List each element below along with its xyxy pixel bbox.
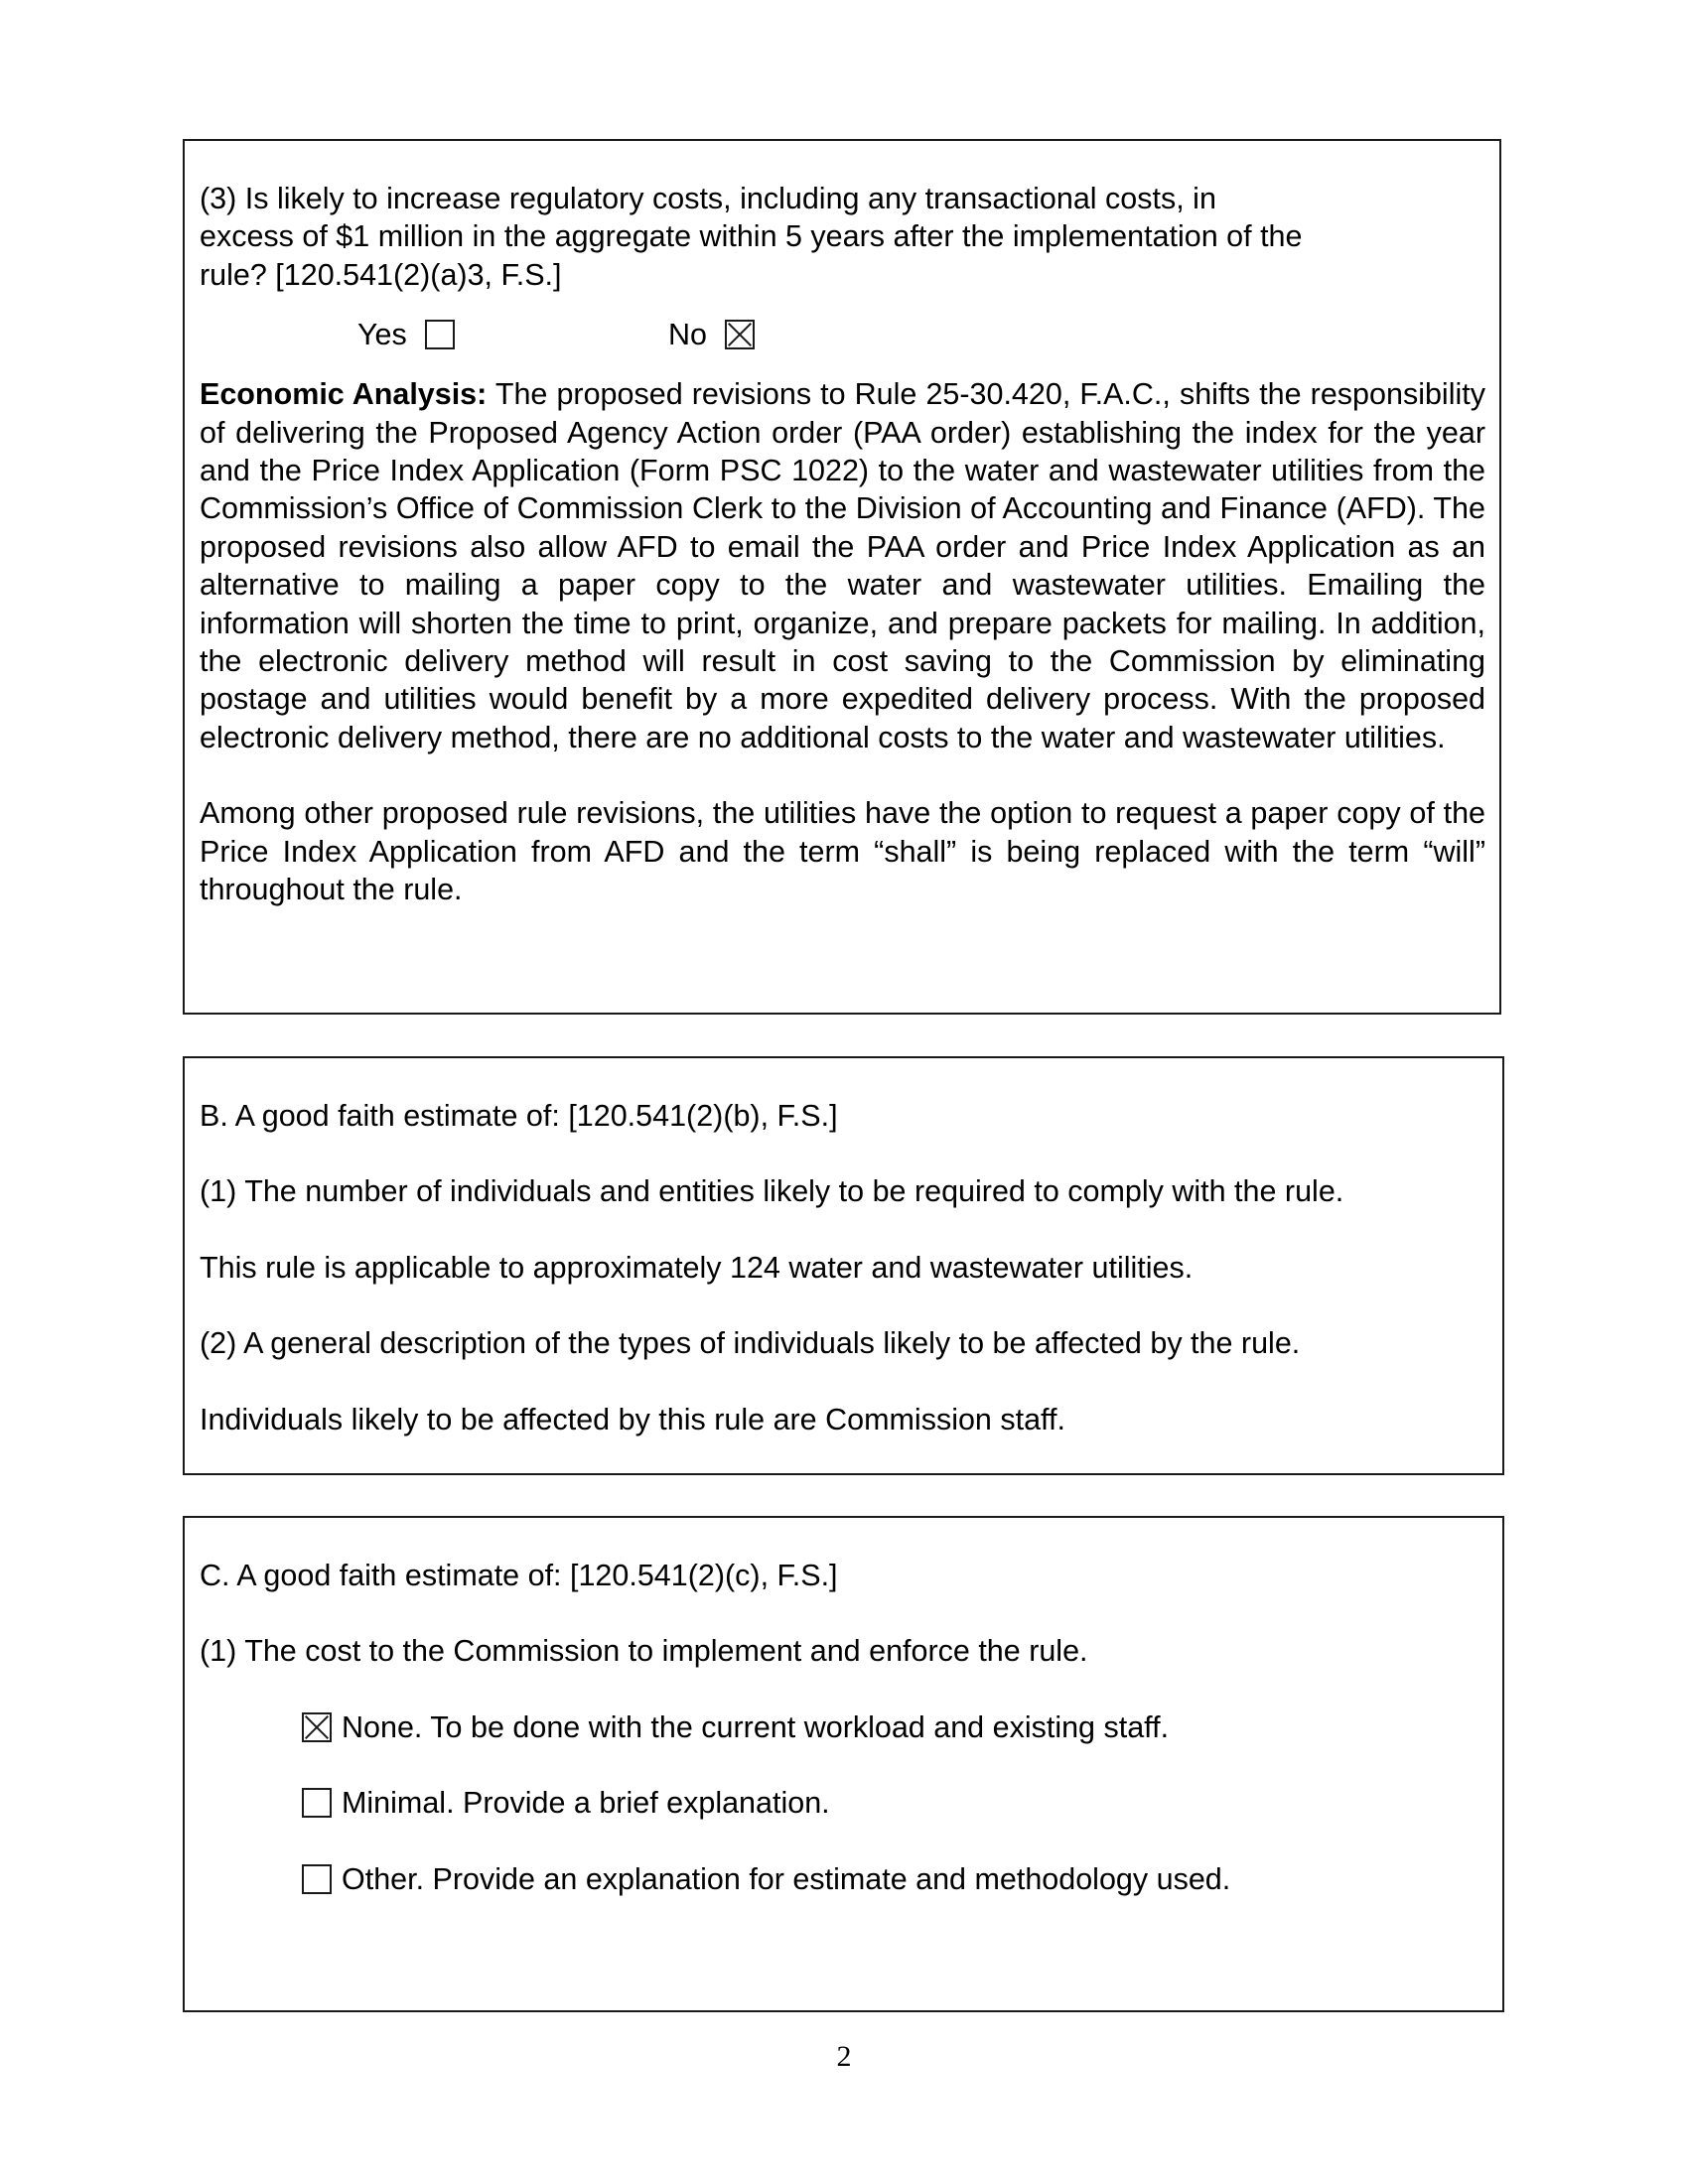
no-label: No [668, 318, 707, 352]
no-option [668, 316, 755, 353]
section-b-question-1: (1) The number of individuals and entities likely to be required to comply with the rule. [200, 1174, 1344, 1209]
section-c-heading: C. A good faith estimate of: [120.541(2)(c), F.S.] [200, 1559, 838, 1592]
section-a3-box [183, 139, 1501, 1015]
question-a3 [200, 180, 1485, 294]
question-line-2: excess of $1 million in the aggregate within 5 years after the implementation of the [200, 219, 1303, 254]
yes-checkbox[interactable] [425, 320, 455, 349]
cost-options [200, 1708, 1488, 1898]
option-none [302, 1708, 1488, 1746]
yes-label: Yes [357, 318, 407, 352]
other-revisions-text: Among other proposed rule revisions, the utilities have the option to request a paper copy of the Price Index Application from AFD and the term “shall” is being replaced with the term “will” throughout the rule. [200, 796, 1485, 907]
economic-analysis [200, 375, 1485, 756]
section-c-box [183, 1516, 1504, 2012]
section-b-heading: B. A good faith estimate of: [120.541(2)(b), F.S.] [200, 1099, 838, 1133]
no-checkbox[interactable] [725, 320, 755, 349]
option-minimal-label: Minimal. Provide a brief explanation. [342, 1786, 830, 1821]
other-checkbox[interactable] [302, 1864, 332, 1894]
page-number: 2 [836, 2040, 852, 2073]
economic-analysis-text: The proposed revisions to Rule 25-30.420, F.A.C., shifts the responsibility of delivering the Proposed Agency Action order (PAA order) establishing the index for the year and the Price Index Application (Form PSC 1022) to the water and wastewater utilities from the Commission’s Office of Commission Clerk to the Division of Accounting and Finance (AFD). The proposed revisions also allow AFD to email the PAA order and Price Index Application as an alternative to mailing a paper copy to the water and wastewater utilities. Emailing the information will shorten the time to print, organize, and prepare packets for mailing. In addition, the electronic delivery method will result in cost saving to the Commission by eliminating postage and utilities would benefit by a more expedited delivery process. With the proposed electronic delivery method, there are no additional costs to the water and wastewater utilities. [200, 377, 1485, 754]
option-none-label: None. To be done with the current workload and existing staff. [342, 1709, 1170, 1744]
option-minimal [302, 1784, 1488, 1822]
yes-option [357, 316, 455, 353]
section-b-answer-1: This rule is applicable to approximately 124 water and wastewater utilities. [200, 1250, 1194, 1285]
question-line-1: (3) Is likely to increase regulatory costs, including any transactional costs, in [200, 182, 1216, 215]
section-b-answer-2: Individuals likely to be affected by this rule are Commission staff. [200, 1402, 1065, 1436]
none-checkbox[interactable] [302, 1712, 332, 1742]
option-other [302, 1860, 1488, 1898]
section-b-question-2: (2) A general description of the types of individuals likely to be affected by the rule. [200, 1326, 1301, 1361]
yes-no-row [200, 316, 1485, 375]
option-other-label: Other. Provide an explanation for estimate and methodology used. [342, 1861, 1231, 1896]
section-b-box [183, 1056, 1504, 1475]
section-c-question-1: (1) The cost to the Commission to implement and enforce the rule. [200, 1634, 1088, 1669]
minimal-checkbox[interactable] [302, 1788, 332, 1818]
question-line-3: rule? [120.541(2)(a)3, F.S.] [200, 257, 562, 292]
economic-analysis-heading: Economic Analysis: [200, 377, 488, 412]
